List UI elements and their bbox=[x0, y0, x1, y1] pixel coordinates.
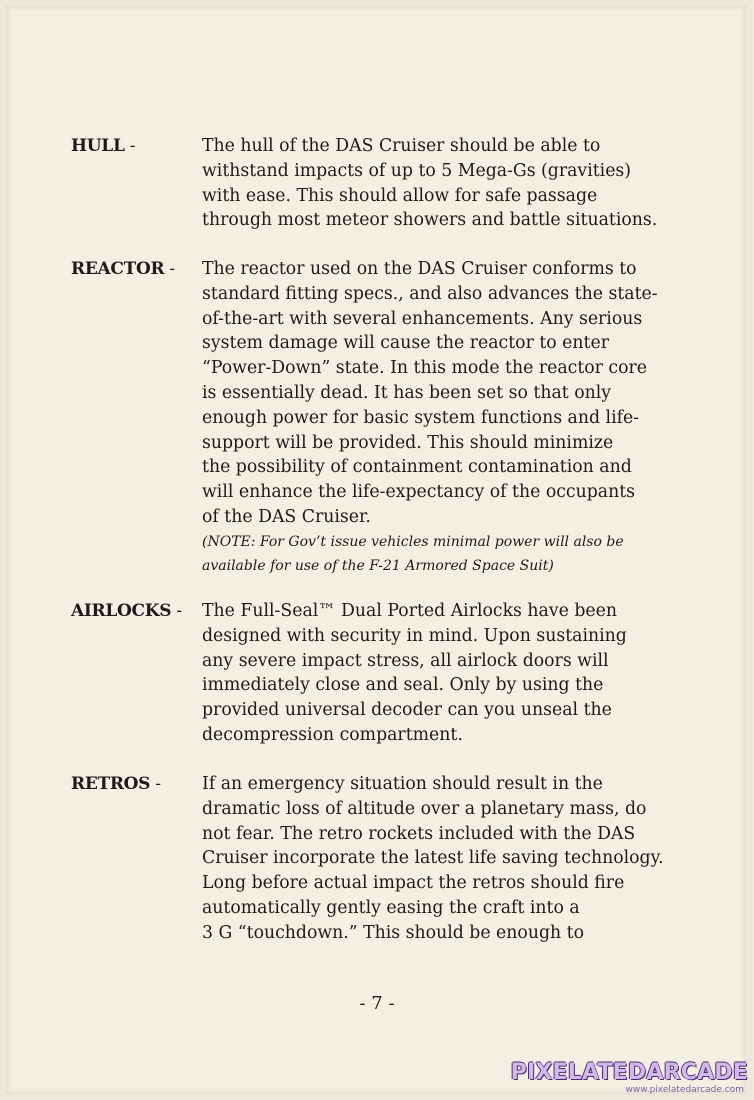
watermark-logo: PIXELATEDARCADE bbox=[510, 1060, 748, 1085]
body-line: dramatic loss of altitude over a planetary mass, do bbox=[202, 798, 647, 819]
page-number: - 7 - bbox=[359, 993, 395, 1014]
entry-hull bbox=[71, 134, 681, 233]
body-line: Long before actual impact the retros should fire bbox=[202, 873, 625, 894]
body-line: standard fitting specs., and also advances the state- bbox=[202, 283, 658, 304]
body-line: any severe impact stress, all airlock doors will bbox=[202, 650, 609, 671]
body-line: of-the-art with several enhancements. Any serious bbox=[202, 308, 643, 329]
reactor-note-line: (NOTE: For Gov’t issue vehicles minimal power will also be bbox=[202, 533, 624, 550]
body-line: provided universal decoder can you unseal the bbox=[202, 700, 612, 721]
body-line: immediately close and seal. Only by using the bbox=[202, 675, 604, 696]
body-line: not fear. The retro rockets included with the DAS bbox=[202, 823, 636, 844]
entry-body bbox=[202, 257, 681, 578]
entry-reactor bbox=[71, 257, 681, 578]
body-line: of the DAS Cruiser. bbox=[202, 506, 371, 527]
body-line: will enhance the life-expectancy of the occupants bbox=[202, 482, 636, 503]
entry-retros bbox=[71, 772, 681, 946]
body-line: automatically gently easing the craft into a bbox=[202, 897, 580, 918]
body-line: withstand impacts of up to 5 Mega-Gs (gravities) bbox=[202, 160, 632, 181]
body-line: system damage will cause the reactor to enter bbox=[202, 333, 609, 354]
entry-term: RETROS - bbox=[71, 774, 161, 794]
body-line: The hull of the DAS Cruiser should be able to bbox=[202, 136, 601, 156]
entry-term: REACTOR - bbox=[71, 259, 175, 279]
body-line: Cruiser incorporate the latest life saving technology. bbox=[202, 848, 664, 869]
body-line: support will be provided. This should minimize bbox=[202, 432, 614, 453]
entry-term: HULL - bbox=[71, 136, 136, 156]
body-line: The reactor used on the DAS Cruiser conforms to bbox=[202, 259, 637, 279]
body-line: with ease. This should allow for safe passage bbox=[202, 185, 598, 206]
entry-body bbox=[202, 599, 681, 748]
body-line: the possibility of containment contamination and bbox=[202, 457, 632, 478]
body-line: designed with security in mind. Upon sustaining bbox=[202, 625, 627, 646]
body-line: 3 G “touchdown.” This should be enough to bbox=[202, 922, 584, 943]
reactor-note-line: available for use of the F-21 Armored Space Suit) bbox=[202, 557, 554, 574]
watermark-url: www.pixelatedarcade.com bbox=[625, 1085, 744, 1095]
body-line: is essentially dead. It has been set so that only bbox=[202, 382, 612, 403]
entry-body bbox=[202, 134, 681, 233]
entry-airlocks bbox=[71, 599, 681, 748]
body-line: enough power for basic system functions and life- bbox=[202, 407, 640, 428]
entry-body bbox=[202, 772, 681, 946]
body-line: through most meteor showers and battle situations. bbox=[202, 210, 658, 231]
body-line: “Power-Down” state. In this mode the reactor core bbox=[202, 358, 647, 379]
body-line: decompression compartment. bbox=[202, 724, 463, 745]
body-line: The Full-Seal™ Dual Ported Airlocks have been bbox=[202, 601, 617, 621]
body-line: If an emergency situation should result in the bbox=[202, 774, 603, 794]
entry-term: AIRLOCKS - bbox=[71, 601, 182, 621]
